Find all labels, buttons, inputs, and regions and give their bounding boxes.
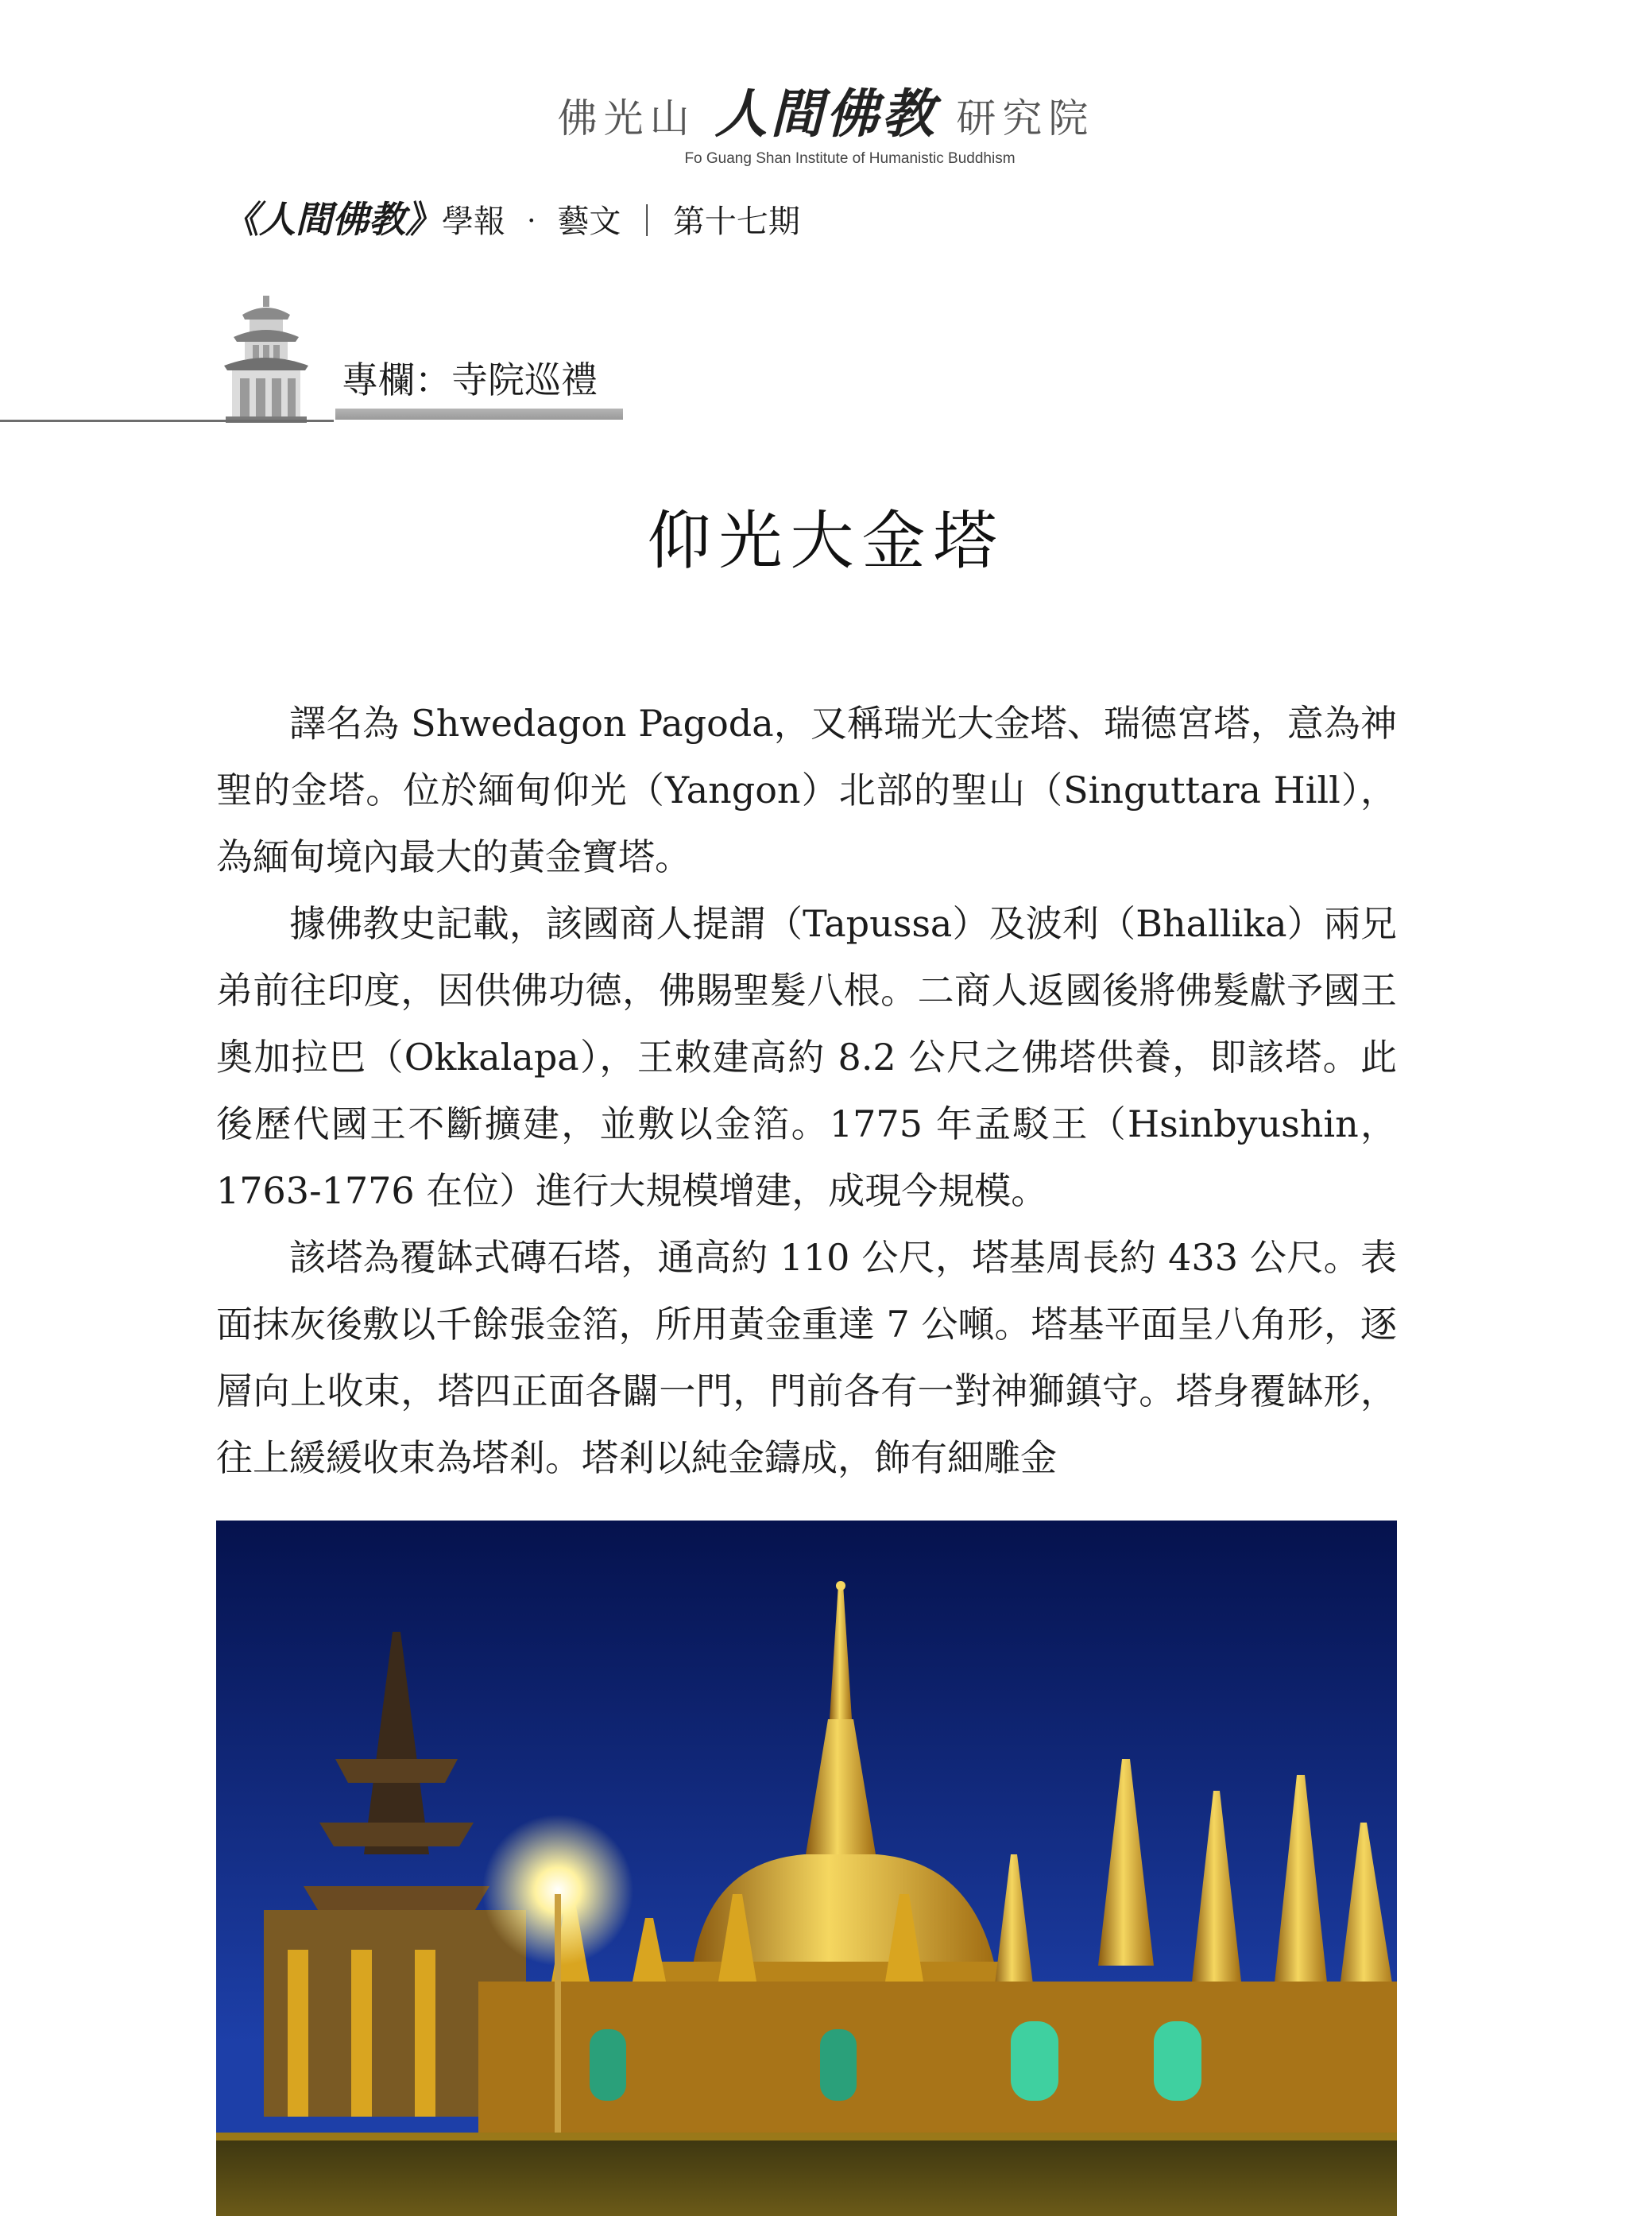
shwedagon-pagoda-photo bbox=[216, 1521, 1397, 2216]
institute-name-part3: 研究院 bbox=[956, 95, 1095, 141]
column-label-underline bbox=[335, 409, 623, 420]
institute-name-logo: 人間佛教 bbox=[714, 83, 938, 145]
institute-header bbox=[0, 72, 1652, 168]
journal-name: 《人間佛教》 bbox=[222, 198, 442, 241]
institute-name bbox=[0, 72, 1652, 147]
article-title: 仰光大金塔 bbox=[647, 504, 1005, 578]
paragraph-1: 譯名為 Shwedagon Pagoda，又稱瑞光大金塔、瑞德宮塔，意為神聖的金塔。位於緬甸仰光（Yangon）北部的聖山（Singuttara Hill），為緬甸境內最大的黃金寶塔。 bbox=[216, 702, 1397, 878]
paragraph-2: 據佛教史記載，該國商人提謂（Tapussa）及波利（Bhallika）兩兄弟前往印度，因供佛功德，佛賜聖髮八根。二商人返國後將佛髮獻予國王奧加拉巴（Okkalapa），王敕建高約 8.2 公尺之佛塔供養，即該塔。此後歷代國王不斷擴建，並敷以金箔。1775 年孟駁王（Hsinbyushin，1763-1776 在位）進行大規模增建，成現今規模。 bbox=[216, 902, 1397, 1212]
column-label: 專欄：寺院巡禮 bbox=[342, 358, 598, 401]
article-body bbox=[216, 690, 1397, 1491]
paragraph-3: 該塔為覆缽式磚石塔，通高約 110 公尺，塔基周長約 433 公尺。表面抹灰後敷以千餘張金箔，所用黃金重達 7 公噸。塔基平面呈八角形，逐層向上收束，塔四正面各闢一門，門前各有一對神獅鎮守。塔身覆缽形，往上緩緩收束為塔剎。塔剎以純金鑄成，飾有細雕金 bbox=[216, 1236, 1397, 1479]
institute-english-name: Fo Guang Shan Institute of Humanistic Buddhism bbox=[684, 150, 1016, 167]
pagoda-icon bbox=[215, 296, 318, 423]
journal-section: 學報 ‧ 藝文 bbox=[442, 203, 621, 240]
header-rule bbox=[0, 420, 334, 422]
reflective-floor bbox=[216, 2133, 1397, 2216]
issue-number: 第十七期 bbox=[672, 203, 800, 240]
separator: ｜ bbox=[631, 203, 673, 240]
journal-running-head bbox=[222, 191, 800, 243]
institute-name-part1: 佛光山 bbox=[557, 95, 696, 141]
